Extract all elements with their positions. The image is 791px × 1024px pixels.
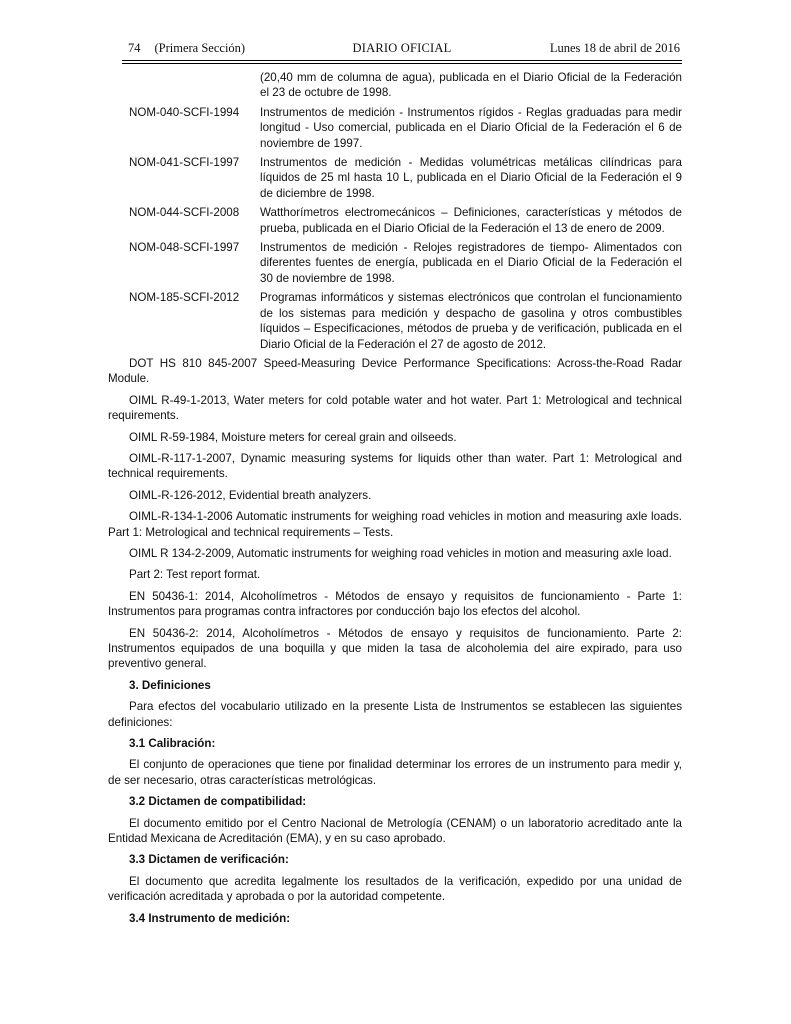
norm-description: Watthorímetros electromecánicos – Definiciones, características y métodos de prueba, publicada en el Diario Oficial de la Federación el 13 de enero de 2009. bbox=[260, 206, 682, 235]
section-label: (Primera Sección) bbox=[154, 41, 246, 55]
norm-code: NOM-185-SCFI-2012 bbox=[129, 291, 240, 305]
norm-list bbox=[108, 70, 682, 352]
paragraph: El documento que acredita legalmente los resultados de la verificación, expedido por una unidad de verificación acreditada y aprobada o por la autoridad competente. bbox=[108, 874, 682, 904]
norm-description: Instrumentos de medición - Instrumentos rígidos - Reglas graduadas para medir longitud - Uso comercial, publicada en el Diario Oficial de la Federación el 6 de noviembre de 1997. bbox=[260, 105, 682, 150]
paragraph: OIML R-49-1-2013, Water meters for cold potable water and hot water. Part 1: Metrological and technical requirements. bbox=[108, 393, 682, 423]
norm-description: (20,40 mm de columna de agua), publicada en el Diario Oficial de la Federación el 23 de octubre de 1998. bbox=[260, 71, 682, 100]
section-heading: 3.4 Instrumento de medición: bbox=[129, 911, 291, 925]
page-header bbox=[122, 41, 682, 59]
section-heading: 3.2 Dictamen de compatibilidad: bbox=[129, 795, 307, 809]
norm-row bbox=[108, 105, 682, 151]
publication-date: Lunes 18 de abril de 2016 bbox=[549, 41, 680, 55]
paragraph: DOT HS 810 845-2007 Speed-Measuring Device Performance Specifications: Across-the-Road Radar Module. bbox=[108, 356, 682, 386]
paragraph: OIML R-59-1984, Moisture meters for cereal grain and oilseeds. bbox=[129, 430, 457, 444]
header-rule-top bbox=[122, 60, 682, 61]
norm-row bbox=[108, 155, 682, 201]
paragraph-list bbox=[108, 356, 682, 926]
paragraph: El conjunto de operaciones que tiene por finalidad determinar los errores de un instrumento para medir y, de ser necesario, otras características metrológicas. bbox=[108, 758, 682, 787]
norm-row bbox=[108, 70, 682, 101]
norm-code: NOM-044-SCFI-2008 bbox=[129, 206, 240, 220]
section-heading: 3. Definiciones bbox=[129, 678, 211, 692]
publication-title: DIARIO OFICIAL bbox=[352, 41, 452, 55]
norm-description: Instrumentos de medición - Relojes registradores de tiempo- Alimentados con diferentes fuentes de energía, publicada en el Diario Oficial de la Federación el 30 de noviembre de 1998. bbox=[260, 241, 682, 285]
section-heading: 3.3 Dictamen de verificación: bbox=[129, 853, 289, 867]
norm-code bbox=[108, 70, 260, 101]
norm-row bbox=[108, 290, 682, 352]
paragraph: EN 50436-2: 2014, Alcoholímetros - Métodos de ensayo y requisitos de funcionamiento. Parte 2: Instrumentos equipados de una boquilla y que miden la tasa de alcoholemia del aire expirado, para uso preventivo general. bbox=[108, 626, 682, 671]
paragraph: Para efectos del vocabulario utilizado en la presente Lista de Instrumentos se establecen las siguientes definiciones: bbox=[108, 700, 682, 729]
paragraph: El documento emitido por el Centro Nacional de Metrología (CENAM) o un laboratorio acreditado ante la Entidad Mexicana de Acreditación (EMA), y en su caso aprobado. bbox=[108, 816, 682, 846]
norm-row bbox=[108, 205, 682, 236]
paragraph: Part 2: Test report format. bbox=[129, 568, 261, 582]
paragraph: OIML-R-126-2012, Evidential breath analyzers. bbox=[129, 488, 372, 502]
paragraph: OIML R 134-2-2009, Automatic instruments for weighing road vehicles in motion and measuring axle load. bbox=[129, 546, 672, 560]
paragraph: OIML-R-117-1-2007, Dynamic measuring systems for liquids other than water. Part 1: Metrological and technical requirements. bbox=[108, 451, 682, 481]
norm-row bbox=[108, 240, 682, 286]
section-heading: 3.1 Calibración: bbox=[129, 737, 216, 751]
header-rule-bottom bbox=[122, 63, 682, 64]
norm-description: Instrumentos de medición - Medidas volumétricas metálicas cilíndricas para líquidos de 25 ml hasta 10 L, publicada en el Diario Oficial de la Federación el 9 de diciembre de 1998. bbox=[260, 156, 682, 200]
norm-code: NOM-048-SCFI-1997 bbox=[129, 241, 240, 255]
paragraph: OIML-R-134-1-2006 Automatic instruments for weighing road vehicles in motion and measuring axle loads. Part 1: Metrological and technical requirements – Tests. bbox=[108, 510, 682, 539]
norm-code: NOM-040-SCFI-1994 bbox=[129, 105, 240, 119]
page-number: 74 bbox=[128, 41, 141, 55]
norm-description: Programas informáticos y sistemas electrónicos que controlan el funcionamiento de los sistemas para medición y despacho de gasolina y otros combustibles líquidos – Especificaciones, métodos de prueba y de verificación, publicada en el Diario Oficial de la Federación el 27 de agosto de 2012. bbox=[260, 291, 682, 351]
paragraph: EN 50436-1: 2014, Alcoholímetros - Métodos de ensayo y requisitos de funcionamiento - Parte 1: Instrumentos para programas contra infractores por conducción bajo los efectos del alcohol. bbox=[108, 589, 682, 619]
document-body bbox=[108, 70, 682, 932]
norm-code: NOM-041-SCFI-1997 bbox=[129, 156, 240, 170]
